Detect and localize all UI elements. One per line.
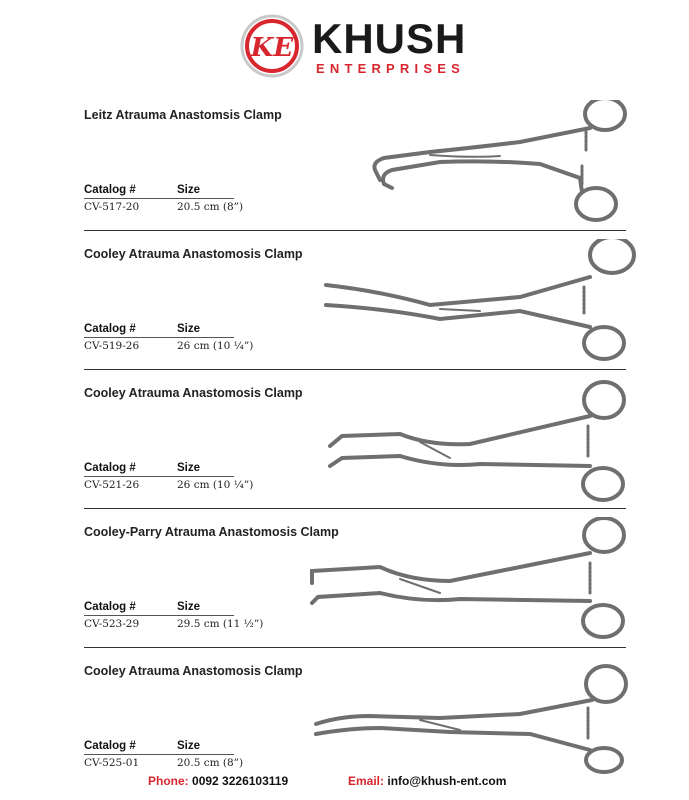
clamp-image	[0, 378, 689, 516]
brand-subtitle: ENTERPRISES	[316, 61, 465, 76]
catalog-number: CV-523-29	[84, 618, 140, 630]
product-name: Cooley-Parry Atrauma Anastomosis Clamp	[84, 525, 339, 539]
product-card	[0, 100, 689, 238]
clamp-image	[0, 100, 689, 238]
size-header: Size	[177, 462, 201, 474]
clamp-image	[0, 656, 689, 776]
section-divider	[84, 647, 626, 648]
catalog-number: CV-519-26	[84, 340, 140, 352]
section-divider	[84, 230, 626, 231]
size-header: Size	[177, 740, 201, 752]
catalog-number: CV-521-26	[84, 479, 140, 491]
logo-emblem	[240, 14, 304, 78]
email-address: info@khush-ent.com	[387, 774, 507, 788]
contact-footer	[0, 774, 689, 792]
phone-number: 0092 3226103119	[192, 774, 289, 788]
product-name: Leitz Atrauma Anastomsis Clamp	[84, 108, 282, 122]
phone-contact	[148, 774, 288, 788]
phone-label: Phone:	[148, 774, 189, 788]
product-name: Cooley Atrauma Anastomosis Clamp	[84, 386, 303, 400]
catalog-header: Catalog #	[84, 323, 136, 335]
size-value: 29.5 cm (11 ½”)	[177, 618, 264, 630]
product-name: Cooley Atrauma Anastomosis Clamp	[84, 664, 303, 678]
section-divider	[84, 369, 626, 370]
product-card	[0, 239, 689, 377]
size-value: 20.5 cm (8”)	[177, 201, 244, 213]
product-card	[0, 517, 689, 655]
section-divider	[84, 508, 626, 509]
catalog-header: Catalog #	[84, 601, 136, 613]
email-contact	[348, 774, 506, 788]
size-header: Size	[177, 601, 201, 613]
logo-mark-text: KE	[250, 33, 294, 63]
clamp-image	[0, 517, 689, 655]
brand-logo	[240, 14, 467, 80]
email-label: Email:	[348, 774, 385, 788]
product-name: Cooley Atrauma Anastomosis Clamp	[84, 247, 303, 261]
size-header: Size	[177, 323, 201, 335]
catalog-number: CV-517-20	[84, 201, 140, 213]
size-value: 20.5 cm (8”)	[177, 757, 244, 769]
size-value: 26 cm (10 ¼”)	[177, 340, 254, 352]
catalog-header: Catalog #	[84, 462, 136, 474]
size-value: 26 cm (10 ¼”)	[177, 479, 254, 491]
product-card	[0, 378, 689, 516]
catalog-header: Catalog #	[84, 184, 136, 196]
size-header: Size	[177, 184, 201, 196]
catalog-number: CV-525-01	[84, 757, 140, 769]
catalog-header: Catalog #	[84, 740, 136, 752]
brand-title: KHUSH	[312, 15, 467, 62]
clamp-image	[0, 239, 689, 377]
